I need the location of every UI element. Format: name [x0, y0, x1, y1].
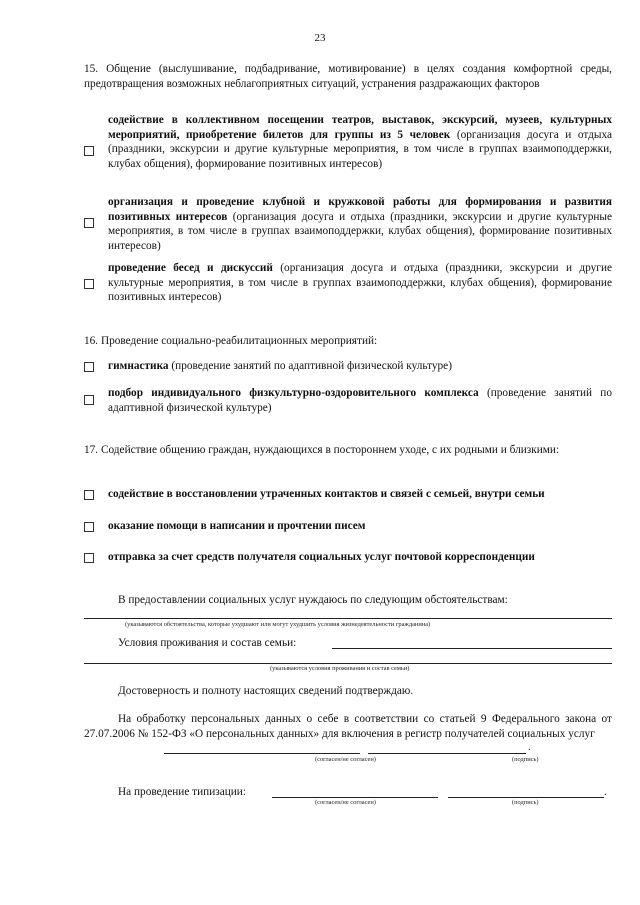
- confirm-text: Достоверность и полноту настоящих сведений подтверждаю.: [118, 685, 414, 697]
- consent-text: На обработку персональных данных о себе в соответствии со статьей 9 Федерального закона от 27.07.2006 № 152-ФЗ «О персональных данных» для включения в регистр получателей социальных услуг: [84, 713, 612, 740]
- option-text: [108, 487, 612, 502]
- checkbox[interactable]: [84, 522, 94, 532]
- living-label: Условия проживания и состав семьи:: [118, 637, 297, 649]
- typing-end-dot: .: [604, 786, 607, 798]
- option-text: [108, 550, 612, 565]
- checkbox[interactable]: [84, 490, 94, 500]
- option-text: [108, 519, 612, 534]
- checkbox[interactable]: [84, 146, 94, 156]
- option-description: (организация досуга и отдыха (праздники, экскурсии и другие культурные мероприятия, в том числе в группах взаимоподдержки, клубах общения), формирование позитивных интересов): [108, 262, 613, 304]
- section-17-heading: 17. Содействие общению граждан, нуждающихся в постороннем уходе, с их родными и близкими:: [84, 444, 560, 456]
- consent-agree-note: (согласен/не согласен): [315, 756, 376, 763]
- checkbox[interactable]: [84, 279, 94, 289]
- checkbox[interactable]: [84, 395, 94, 405]
- option-title: подбор индивидуального физкультурно-оздоровительного комплекса: [108, 387, 479, 399]
- living-input-line-1[interactable]: [332, 648, 612, 649]
- consent-end-dot: .: [528, 741, 531, 753]
- option-text: [108, 113, 612, 171]
- option-title: гимнастика: [108, 360, 169, 372]
- living-note: (указываются условия проживания и состав семьи): [270, 665, 410, 672]
- checkbox[interactable]: [84, 362, 94, 372]
- circumstances-label: В предоставлении социальных услуг нуждаюсь по следующим обстоятельствам:: [118, 594, 508, 606]
- typing-signature-note: (подпись): [512, 799, 539, 806]
- option-title: содействие в восстановлении утраченных контактов и связей с семьей, внутри семьи: [108, 488, 545, 500]
- option-text: [108, 195, 612, 253]
- consent-agree-line[interactable]: [164, 753, 360, 754]
- consent-signature-line[interactable]: [368, 753, 526, 754]
- option-title: проведение бесед и дискуссий: [108, 262, 273, 274]
- circumstances-note: (указываются обстоятельства, которые ухудшают или могут ухудшить условия жизнедеятельности гражданина): [125, 621, 431, 628]
- typing-agree-note: (согласен/не согласен): [315, 799, 376, 806]
- section-16-heading: 16. Проведение социально-реабилитационных мероприятий:: [84, 335, 378, 347]
- consent-signature-note: (подпись): [512, 756, 539, 763]
- typing-signature-line[interactable]: [448, 797, 604, 798]
- checkbox[interactable]: [84, 218, 94, 228]
- page-number: 23: [314, 32, 326, 44]
- option-title: отправка за счет средств получателя социальных услуг почтовой корреспонденции: [108, 551, 535, 563]
- option-title: организация и проведение клубной и кружковой работы для формирования и развития позитивных интересов: [108, 196, 612, 223]
- typing-agree-line[interactable]: [272, 797, 438, 798]
- option-description: (проведение занятий по адаптивной физической культуре): [168, 360, 452, 372]
- option-description: (организация досуга и отдыха (праздники, экскурсии и другие культурные мероприятия, в том числе в группах взаимоподдержки, клубах общения), формирование позитивных интересов): [108, 210, 613, 252]
- living-input-line-2[interactable]: [84, 663, 612, 664]
- typing-label: На проведение типизации:: [118, 786, 246, 798]
- circumstances-input-line[interactable]: [84, 618, 612, 619]
- option-title: содействие в коллективном посещении театров, выставок, экскурсий, музеев, культурных мероприятий, приобретение билетов для группы из 5 человек: [108, 114, 612, 141]
- option-text: [108, 386, 612, 415]
- option-title: оказание помощи в написании и прочтении писем: [108, 520, 366, 532]
- checkbox[interactable]: [84, 553, 94, 563]
- option-text: [108, 261, 612, 305]
- option-description: (организация досуга и отдыха (праздники, экскурсии и другие культурные мероприятия, в том числе в группах взаимоподдержки, клубах общения), формирование позитивных интересов): [108, 128, 612, 170]
- section-15-heading: 15. Общение (выслушивание, подбадривание, мотивирование) в целях создания комфортной среды, предотвращения возможных неблагоприятных ситуаций, устранения раздражающих факторов: [84, 63, 612, 90]
- option-text: [108, 359, 612, 374]
- option-description: (проведение занятий по адаптивной физической культуре): [108, 387, 612, 414]
